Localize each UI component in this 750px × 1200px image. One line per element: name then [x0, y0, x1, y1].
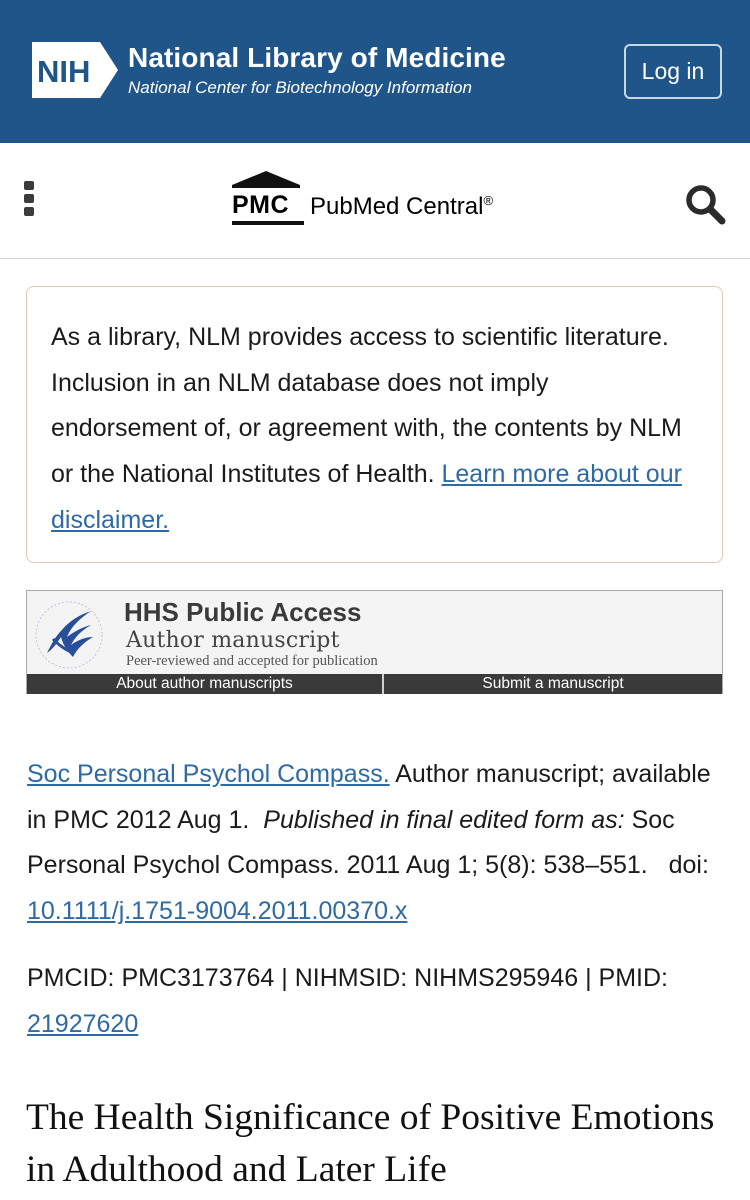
doi-link[interactable]: 10.1111/j.1751-9004.2011.00370.x	[27, 896, 408, 925]
pmid-link[interactable]: 21927620	[27, 1009, 139, 1038]
pmc-logo-abbr: PMC	[232, 191, 290, 219]
about-manuscripts-button[interactable]: About author manuscripts	[27, 674, 384, 694]
nih-subtitle: National Center for Biotechnology Information	[128, 78, 472, 97]
journal-link[interactable]: Soc Personal Psychol Compass.	[27, 760, 390, 788]
hhs-peer-note: Peer-reviewed and accepted for publication	[126, 653, 378, 669]
nih-title: National Library of Medicine	[128, 42, 506, 73]
disclaimer-link[interactable]: Learn more about our disclaimer.	[51, 460, 682, 534]
pmcid-text: PMCID: PMC3173764 | NIHMSID: NIHMS295946 |	[27, 964, 592, 992]
hhs-button-bar	[27, 674, 722, 694]
nih-title-block[interactable]	[128, 40, 506, 99]
login-button[interactable]: Log in	[624, 44, 722, 99]
hhs-public-access-banner	[26, 590, 723, 694]
disclaimer-text: As a library, NLM provides access to scientific literature. Inclusion in an NLM database does not imply endorsement of, or agreement with, the contents by NLM or the National Institutes of Health. Learn more about our disclaimer.	[51, 323, 682, 534]
submit-manuscript-button[interactable]: Submit a manuscript	[482, 675, 624, 692]
hhs-seal-icon	[31, 597, 111, 669]
search-icon[interactable]	[684, 183, 726, 225]
pmc-navbar	[0, 143, 750, 259]
hhs-subtitle: Author manuscript	[126, 628, 340, 653]
published-text: Soc Personal Psychol Compass. 2011 Aug 1; 5(8): 538–551.	[27, 805, 675, 879]
article-title: The Health Significance of Positive Emotions in Adulthood and Later Life	[26, 1097, 715, 1190]
article-ids	[27, 956, 727, 1047]
manuscript-status: Author manuscript; available in PMC 2012 Aug 1.	[27, 760, 711, 834]
pmid-label: PMID:	[598, 964, 668, 992]
published-label: Published in final edited form as:	[263, 805, 625, 834]
kebab-menu-icon[interactable]	[24, 181, 38, 221]
nih-logo[interactable]	[28, 40, 120, 100]
citation	[27, 752, 727, 934]
hhs-title: HHS Public Access	[124, 597, 362, 627]
doi-label: doi:	[668, 851, 709, 879]
nih-logo-text: NIH	[37, 54, 91, 89]
disclaimer-box	[26, 286, 723, 563]
registered-mark: ®	[483, 193, 494, 208]
nih-header	[0, 0, 750, 143]
pmc-logo[interactable]	[228, 169, 528, 231]
pmc-logo-full: PubMed Central®	[310, 193, 494, 220]
